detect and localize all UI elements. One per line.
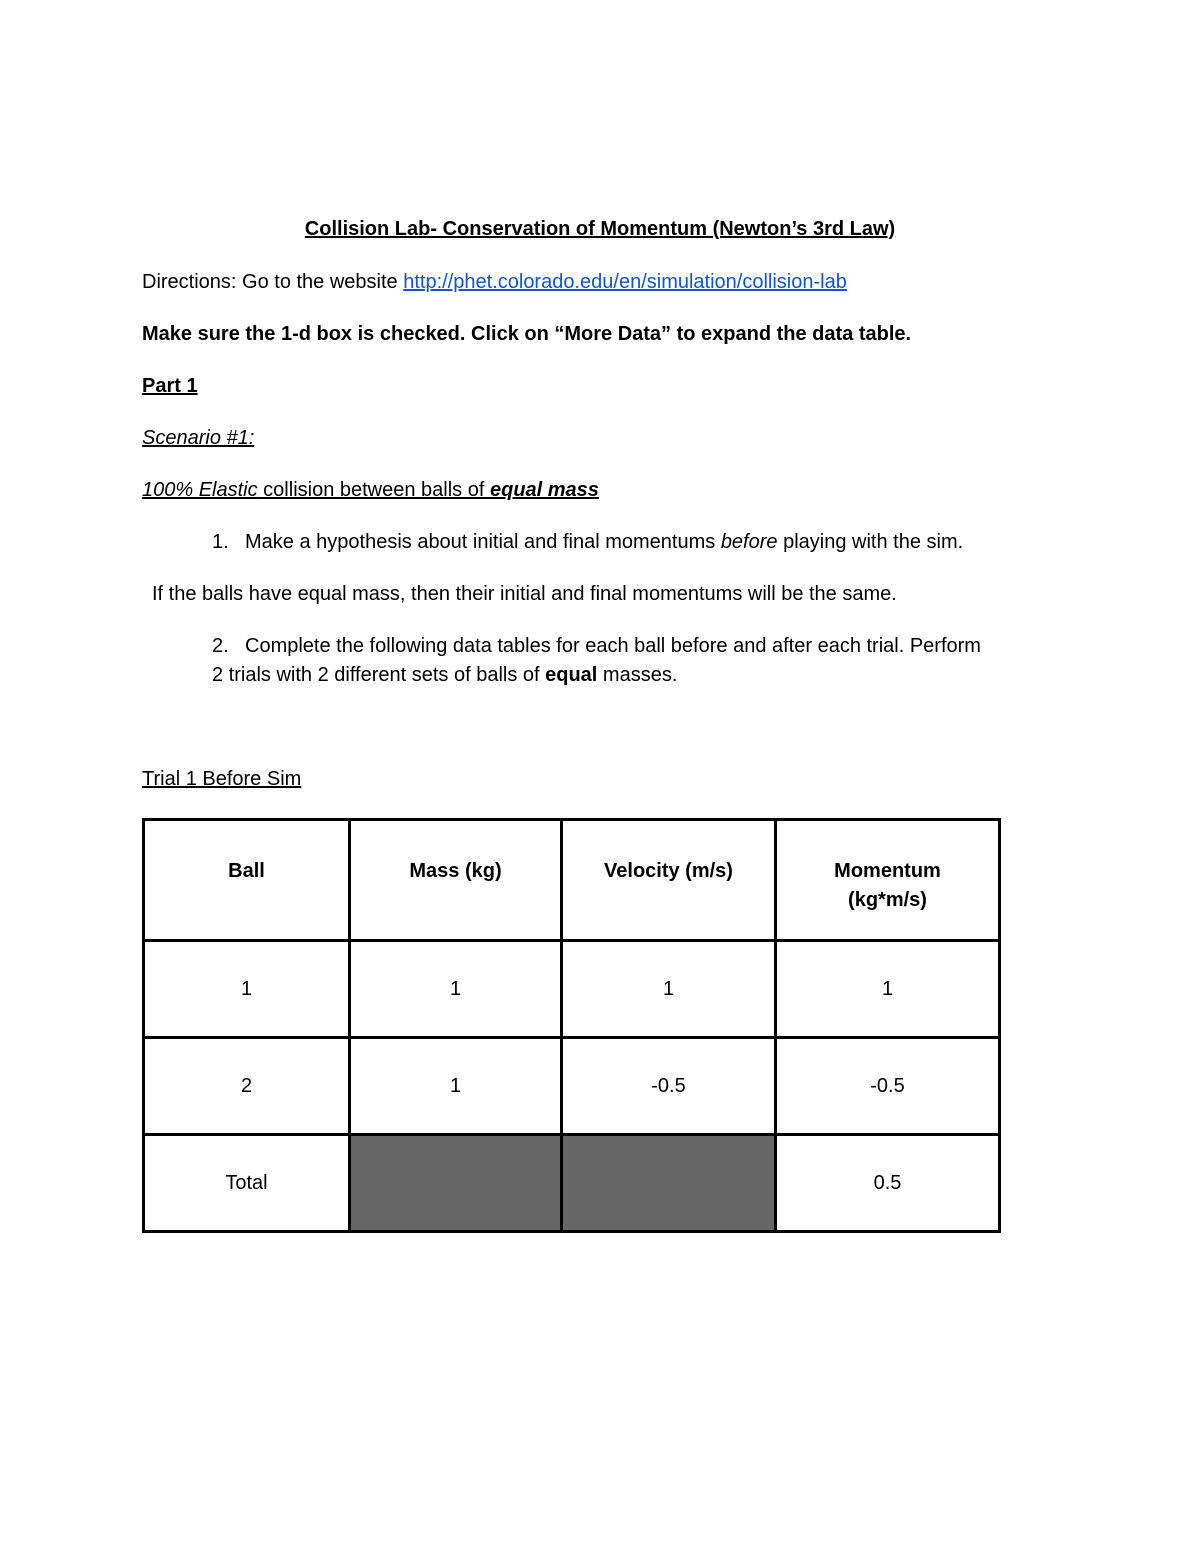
directions (142, 271, 847, 294)
header-momentum (776, 820, 1000, 941)
header-velocity: Velocity (m/s) (562, 820, 776, 941)
step-2-bold: equal (545, 664, 598, 686)
instruction-text: Make sure the 1-d box is checked. Click on “More Data” to expand the data table. (142, 323, 912, 345)
step-1-text: Make a hypothesis about initial and final momentums (245, 531, 721, 553)
cell-total-momentum[interactable]: 0.5 (776, 1135, 1000, 1232)
cell-mass[interactable]: 1 (350, 1038, 562, 1135)
step-1 (212, 531, 963, 554)
step-2-number: 2. (212, 635, 229, 657)
scenario-description (142, 479, 599, 502)
scenario-equal-mass: equal mass (489, 479, 599, 501)
cell-shaded-mass (350, 1135, 562, 1232)
cell-momentum[interactable]: -0.5 (776, 1038, 1000, 1135)
cell-velocity[interactable]: 1 (562, 941, 776, 1038)
header-momentum-label: Momentum (834, 860, 941, 882)
page-title: Collision Lab- Conservation of Momentum (Newton’s 3rd Law) (304, 218, 896, 240)
step-1-text-after: playing with the sim. (777, 531, 964, 553)
directions-text: Directions: Go to the website (142, 271, 404, 293)
table-row (144, 1038, 1000, 1135)
step-2-line-2-text: 2 trials with 2 different sets of balls of (212, 664, 546, 686)
table-row (144, 941, 1000, 1038)
table-header-row (144, 820, 1000, 941)
part-heading: Part 1 (142, 375, 198, 397)
scenario-elastic: 100% Elastic (142, 479, 258, 501)
trial-1-table (142, 818, 1001, 1233)
trial-heading: Trial 1 Before Sim (142, 768, 302, 790)
scenario-heading: Scenario #1: (142, 427, 255, 449)
cell-mass[interactable]: 1 (350, 941, 562, 1038)
scenario-middle: collision between balls of (257, 479, 490, 501)
cell-ball[interactable]: 2 (144, 1038, 350, 1135)
step-1-number: 1. (212, 531, 229, 553)
step-2-line-1: Complete the following data tables for each ball before and after each trial. Perform (245, 635, 981, 657)
step-2-line-2-after: masses. (597, 664, 678, 686)
cell-ball[interactable]: 1 (144, 941, 350, 1038)
step-1-italic: before (720, 531, 778, 553)
header-mass: Mass (kg) (350, 820, 562, 941)
simulation-link[interactable]: http://phet.colorado.edu/en/simulation/collision-lab (403, 271, 847, 293)
cell-momentum[interactable]: 1 (776, 941, 1000, 1038)
cell-shaded-velocity (562, 1135, 776, 1232)
table-total-row (144, 1135, 1000, 1232)
step-2-line-2 (212, 664, 677, 687)
header-momentum-unit: (kg*m/s) (848, 889, 927, 911)
hypothesis-answer: If the balls have equal mass, then their initial and final momentums will be the same. (152, 583, 897, 605)
cell-velocity[interactable]: -0.5 (562, 1038, 776, 1135)
header-ball: Ball (144, 820, 350, 941)
cell-total-label: Total (144, 1135, 350, 1232)
step-2 (212, 635, 981, 658)
